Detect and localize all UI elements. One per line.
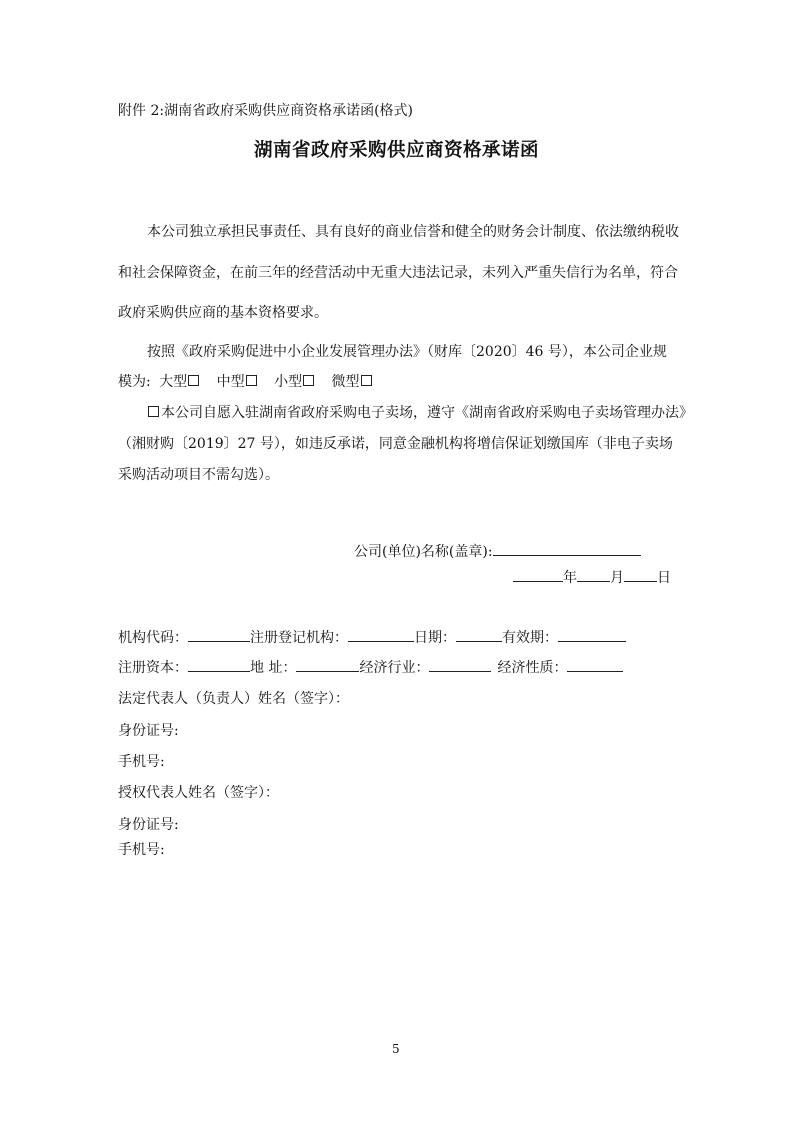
day-field[interactable]: [624, 567, 657, 582]
phone-label-1: 手机号:: [118, 754, 165, 770]
company-name-row: [354, 541, 641, 562]
checkbox-small[interactable]: [303, 375, 314, 386]
para1-line3: 政府采购供应商的基本资格要求。: [118, 305, 328, 321]
document-title: 湖南省政府采购供应商资格承诺函: [254, 140, 540, 161]
checkbox-medium[interactable]: [246, 375, 257, 386]
validity-label: 有效期：: [502, 630, 558, 646]
month-field[interactable]: [577, 567, 610, 582]
org-code-label: 机构代码：: [118, 630, 188, 646]
nature-field[interactable]: [567, 657, 623, 672]
checkbox-e-mall[interactable]: [148, 406, 159, 417]
para1-line1: 本公司独立承担民事责任、具有良好的商业信誉和健全的财务会计制度、依法缴纳税收: [147, 224, 679, 240]
page-number: 5: [392, 1042, 400, 1056]
date-label: 日期：: [414, 630, 456, 646]
address-field[interactable]: [296, 657, 359, 672]
year-field[interactable]: [513, 567, 563, 582]
date-field[interactable]: [456, 627, 502, 642]
phone-label-2: 手机号:: [118, 842, 165, 858]
capital-field[interactable]: [188, 657, 250, 672]
id-number-label-1: 身份证号:: [118, 723, 179, 739]
reg-authority-field[interactable]: [348, 627, 414, 642]
para1-line2: 和社会保障资金，在前三年的经营活动中无重大违法记录，未列入严重失信行为名单，符合: [118, 265, 678, 281]
checkbox-micro[interactable]: [361, 375, 372, 386]
enterprise-scale-row: [118, 372, 373, 392]
year-label: 年: [563, 570, 577, 586]
info-row-1: [118, 627, 626, 648]
scale-option-micro[interactable]: 微型: [332, 374, 373, 390]
address-label: 地 址：: [250, 660, 297, 676]
para3-line3: 采购活动项目不需勾选）。: [118, 467, 279, 483]
month-label: 月: [610, 570, 624, 586]
scale-option-small[interactable]: 小型: [274, 374, 315, 390]
para3-line2: （湘财购〔2019〕27 号），如违反承诺，同意金融机构将增信保证划缴国库（非电子卖场: [118, 436, 673, 452]
scale-option-medium[interactable]: 中型: [217, 374, 258, 390]
day-label: 日: [657, 570, 671, 586]
auth-rep-label: 授权代表人姓名（签字）：: [118, 785, 279, 801]
scale-label: 模为:: [118, 374, 151, 390]
info-row-2: [118, 657, 623, 678]
legal-rep-label: 法定代表人（负责人）姓名（签字）：: [118, 691, 349, 707]
reg-authority-label: 注册登记机构：: [250, 630, 348, 646]
para2-line1: 按照《政府采购促进中小企业发展管理办法》（财库〔2020〕46 号），本公司企业规: [147, 344, 667, 360]
validity-field[interactable]: [558, 627, 626, 642]
industry-label: 经济行业：: [359, 660, 430, 676]
id-number-label-2: 身份证号:: [118, 817, 179, 833]
org-code-field[interactable]: [188, 627, 250, 642]
capital-label: 注册资本：: [118, 660, 188, 676]
company-name-label: 公司(单位)名称(盖章):: [354, 544, 493, 560]
industry-field[interactable]: [429, 657, 491, 672]
para3-line1: 本公司自愿入驻湖南省政府采购电子卖场，遵守《湖南省政府采购电子卖场管理办法》: [147, 403, 693, 423]
company-name-field[interactable]: [493, 541, 641, 556]
checkbox-large[interactable]: [188, 375, 199, 386]
nature-label: 经济性质：: [497, 660, 568, 676]
date-row: [513, 567, 671, 588]
attachment-label: 附件 2:湖南省政府采购供应商资格承诺函(格式): [118, 103, 413, 119]
scale-option-large[interactable]: 大型: [159, 374, 200, 390]
